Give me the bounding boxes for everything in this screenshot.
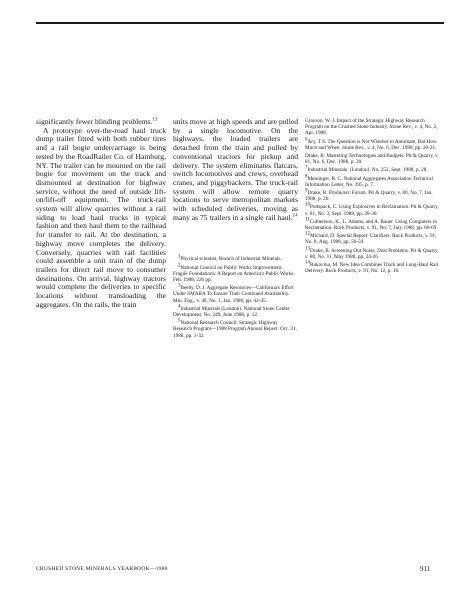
footnote-number: 2 — [178, 262, 181, 268]
column-1-paragraph: A prototype over-the-road haul truck dump trailer fitted with both rubber tires and a rail bogie undercarriage is being tested by the RoadRailer Co. of Hamburg, NY. The trailer can be mounted on the rail bogie for movement on the track and dismounted at destination for highway service, without the need of outside lift-on/lift-off equipment. The truck-rail system will allow quarries without a rail siding to load haul trucks in typical fashion and then haul them to the railhead for transfer to rail. At the destination, a highway move completes the delivery. Conversely, quarries with rail facilities could assemble a unit train of the dump trailers for direct rail move to consumer destinations. On arrival, highway tractors would complete the deliveries to specific locations without transloading the aggregates. On the rails, the train — [36, 125, 166, 309]
reference — [305, 167, 443, 173]
footnote — [173, 285, 298, 304]
footnote — [173, 306, 298, 318]
top-rule — [36, 22, 444, 24]
footnote-text: Physical scientist, Branch of Industrial Minerals. — [180, 256, 282, 263]
reference-number: 12 — [305, 231, 310, 237]
reference-text: Culbertson, K., L. Adams, and A. Bauer. Using Computers in Reclamation. Rock Products, v. 91, No. 7, July 1988, pp. 66-69. — [305, 218, 438, 232]
footnote — [173, 262, 298, 284]
footnote-number: 3 — [178, 283, 181, 289]
reference — [305, 219, 443, 231]
reference — [305, 173, 443, 188]
reference-number: 13 — [305, 245, 310, 251]
reference-text: Drake, B. Mastering Technologies and Budgets. Pit & Quarry, v. 81, No. 6, Dec. 1988, p. 20. — [305, 153, 439, 166]
reference-text: Grayson, W. J. Impact of the Strategic Highway Research Program on the Crushed Stone Industry. Stone Rev., v. 4, No. 2, Apr. 1988. — [305, 118, 438, 137]
reference-text: Michard, D. Special Report: Clarifiers. Rock Products, v. 91, No. 8, Aug. 1988, pp. 56-59. — [305, 233, 437, 246]
reference-text: Pottspack, C. Using Explosives in Reclamation. Pit & Quarry, v. 81, No. 3, Sept. 1988, pp. 28-30. — [305, 204, 439, 217]
reference-number: 7 — [305, 165, 308, 171]
reference-number: 8 — [305, 173, 308, 179]
reference — [305, 204, 443, 216]
reference-text: Industrial Minerals. (London). No. 252, Sept. 1988, p. 28. — [307, 167, 428, 174]
column-3 — [305, 118, 443, 276]
reference-list — [305, 118, 443, 274]
column-1 — [36, 118, 166, 309]
reference-number: 11 — [305, 217, 310, 223]
reference — [305, 153, 443, 165]
footnote-ref: 13 — [152, 117, 158, 123]
reference — [305, 233, 443, 245]
reference-number: 14 — [305, 260, 310, 266]
reference-text: Meininger, R. C. National Aggregates Association Technical Information Letter, No. 395, p. 7. — [305, 175, 433, 188]
reference-number: 9 — [305, 188, 308, 194]
column-1-lead: significantly fewer blinding problems.$^{13}$ — [36, 117, 158, 126]
running-footer-title: CRUSHED STONE MINERALS YEARBOOK—1988 — [36, 566, 168, 572]
reference — [305, 245, 443, 260]
footnote-ref: 14 — [292, 213, 298, 219]
footnote-text: Industrial Minerals (London). National Stone Center Development. No. 249, June 1988, p. 12. — [173, 305, 290, 319]
footnote — [173, 320, 298, 339]
reference — [305, 190, 443, 202]
footnote-text: National Research Council. Strategic Highway Research Program—1988 Program Annual Report. Oct. 31, 1988, pp. 1-32. — [173, 320, 297, 339]
reference-text: Ary, T S. The Question is Not Whether to Automate, But How Much and When. Stone Rev., v. 4, No. 6, Dec. 1988, pp. 20-21. — [305, 138, 437, 151]
column-2 — [173, 118, 298, 341]
reference — [305, 136, 443, 151]
footnote-list — [173, 256, 298, 338]
footnote-text: National Council on Public Works Improvement. Fragile Foundations: A Report on America's Public Works. Feb. 1988, 226 pp. — [173, 264, 295, 284]
footnote-text: Beeby, D. J. Aggregate Resources—California's Effort Under SMARA To Ensure Their Continued Availability. Min. Eng., v. 40, No. 1, Jan. 1988, pp. 42-45. — [173, 285, 294, 304]
footnote-number: 5 — [178, 318, 181, 324]
reference-number: 6 — [305, 136, 308, 142]
reference-number: 10 — [305, 202, 310, 208]
reference-text: Drake, B. Producers' Forum. Pit & Quarry, v. 80, No. 7, Jan. 1988, p. 26. — [305, 190, 433, 203]
reference — [305, 118, 443, 137]
reference — [305, 262, 443, 274]
footnote — [173, 256, 298, 262]
column-2-paragraph: units move at high speeds and are pulled by a single locomotive. On the highways, the loaded trailers are detached from the train and pulled by conventional tractors for pickup and delivery. The system eliminates flatcars, switch locomotives and crews, overhead cranes, and piggybackers. The truck-rail system will allow remote quarry locations to serve metropolitan markets with scheduled deliveries, moving as many as 75 trailers in a single rail haul.$^{14}$ — [173, 117, 298, 222]
footnote-number: 4 — [178, 304, 181, 310]
page-number: 911 — [420, 565, 431, 573]
reference-text: Rukavina, M. New Idea Combines Truck and Long-Haul Rail Delivery. Rock Products, v. 91, No. 12, p. 16. — [305, 262, 439, 275]
reference-text: Drake, B. Screening Out Noise, Dust Problems. Pit & Quarry, v. 80, No. 11, May 1988, pp. 24-26. — [305, 247, 439, 260]
footnote-number: 1 — [178, 254, 181, 260]
